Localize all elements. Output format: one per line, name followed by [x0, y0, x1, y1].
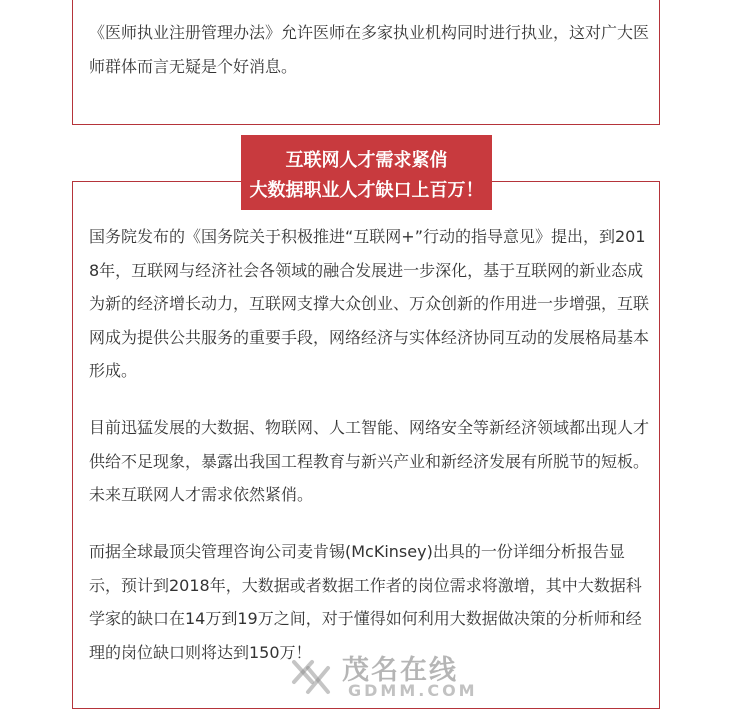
- top-content-box: [72, 0, 660, 125]
- paragraph-talent-shortage: 目前迅猛发展的大数据、物联网、人工智能、网络安全等新经济领域都出现人才供给不足现象，暴露出我国工程教育与新兴产业和新经济发展有所脱节的短板。未来互联网人才需求依然紧俏。: [89, 418, 650, 504]
- main-content-box: [72, 181, 660, 709]
- banner-line-2: 大数据职业人才缺口上百万！: [249, 180, 484, 201]
- banner-line-1: 互联网人才需求紧俏: [285, 150, 448, 171]
- top-paragraph: 《医师执业注册管理办法》允许医师在多家执业机构同时进行执业，这对广大医师群体而言无疑是个好消息。: [89, 23, 650, 76]
- section-heading-banner: [241, 135, 492, 210]
- watermark-text: 茂名在线: [342, 655, 458, 686]
- paragraph-mckinsey-report: 而据全球最顶尖管理咨询公司麦肯锡(McKinsey)出具的一份详细分析报告显示，预计到2018年，大数据或者数据工作者的岗位需求将激增，其中大数据科学家的缺口在14万到19万之间，对于懂得如何利用大数据做决策的分析师和经理的岗位缺口则将达到150万！: [89, 542, 642, 662]
- watermark-logo-icon: [286, 648, 342, 704]
- site-watermark: [286, 648, 486, 704]
- paragraph-policy: 国务院发布的《国务院关于积极推进“互联网+”行动的指导意见》提出，到2018年，互联网与经济社会各领域的融合发展进一步深化，基于互联网的新业态成为新的经济增长动力，互联网支撑大众创业、万众创新的作用进一步增强，互联网成为提供公共服务的重要手段，网络经济与实体经济协同互动的发展格局基本形成。: [89, 227, 650, 380]
- watermark-domain: GDMM.COM: [348, 681, 478, 700]
